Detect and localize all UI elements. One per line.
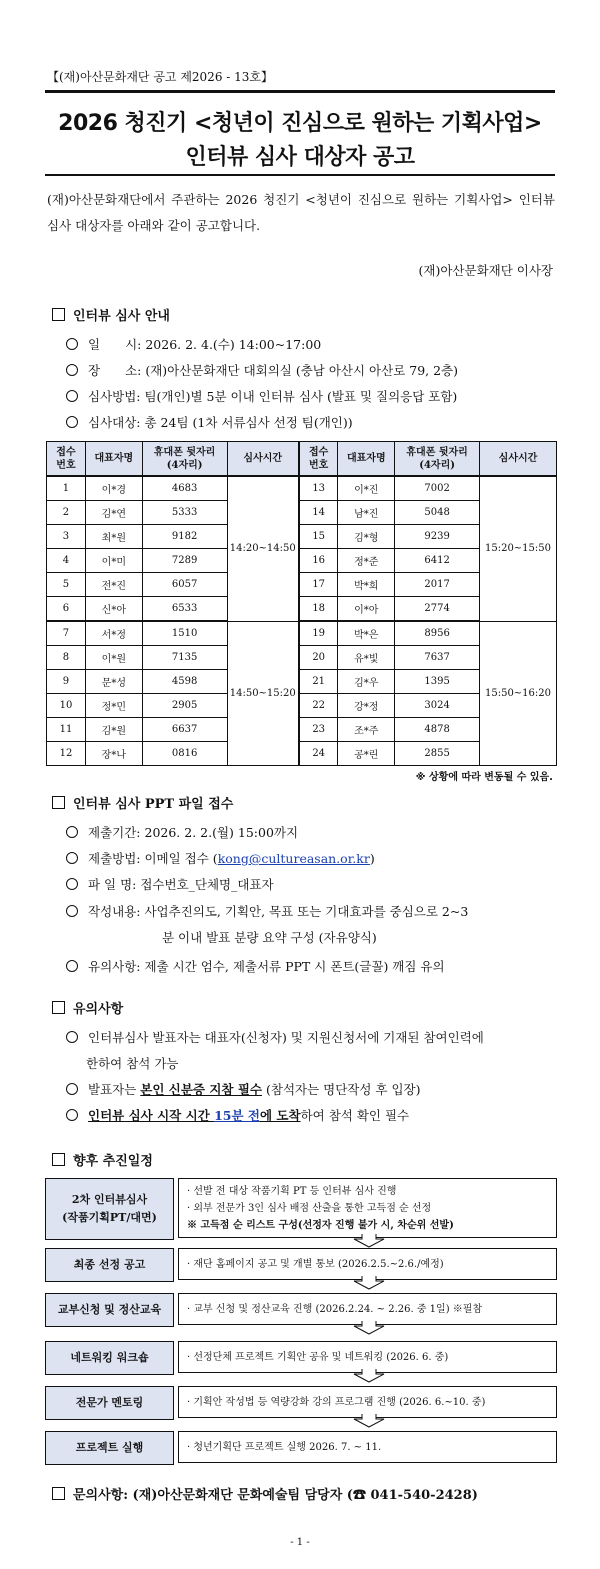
cell-name: 문*성 [85,670,142,694]
list-item: 장 소: (재)아산문화재단 대회의실 (충남 아산시 아산로 79, 2층) [66,361,458,379]
header-phone: 휴대폰 뒷자리 (4자리) [395,442,480,477]
timeline-step-title [45,1293,174,1327]
cell-name: 전*진 [85,573,142,597]
cell-phone: 5048 [395,501,480,525]
cell-phone: 6057 [142,573,227,597]
cell-name: 이*원 [85,646,142,670]
list-item: 인터뷰심사 발표자는 대표자(신청자) 및 지원신청서에 기재된 참여인력에 [66,1028,484,1046]
cell-phone: 9182 [142,525,227,549]
list-item: 제출기간: 2026. 2. 2.(월) 15:00까지 [66,823,298,841]
cell-name: 서*정 [85,621,142,646]
checkbox-square-icon [52,1487,65,1500]
cell-no: 20 [299,646,338,670]
cell-no: 11 [47,718,86,742]
cell-name: 정*민 [85,694,142,718]
list-item-continuation: 분 이내 발표 분량 요약 구성 (자유양식) [162,930,377,945]
phone-icon: ☎ [352,1488,366,1503]
cell-name: 김*형 [338,525,395,549]
step-description-line: ※ 고득점 순 리스트 구성(선정자 진행 불가 시, 차순위 선발) [187,1219,454,1231]
cell-no: 23 [299,718,338,742]
cell-phone: 1510 [142,621,227,646]
cell-no: 17 [299,573,338,597]
cell-no: 21 [299,670,338,694]
timeline-step-title [45,1341,174,1375]
list-item: 인터뷰 심사 시작 시간 15분 전에 도착하여 참석 확인 필수 [66,1106,409,1124]
cell-name: 조*주 [338,718,395,742]
page-title-line2: 인터뷰 심사 대상자 공고 [185,145,415,170]
circle-bullet-icon [66,390,78,402]
cell-phone: 4598 [142,670,227,694]
cell-no: 13 [299,476,338,501]
header-no: 접수 번호 [47,442,86,477]
cell-phone: 6412 [395,549,480,573]
cell-name: 이*미 [85,549,142,573]
cell-name: 최*원 [85,525,142,549]
cell-phone: 2017 [395,573,480,597]
circle-bullet-icon [66,364,78,376]
cell-name: 이*아 [338,597,395,622]
step-title-text: 프로젝트 실행 [75,1441,144,1454]
section-interview-guide-heading: 인터뷰 심사 안내 [52,305,170,324]
cell-name: 정*준 [338,549,395,573]
cell-phone: 7637 [395,646,480,670]
step-title-text: 전문가 멘토링 [75,1396,144,1409]
cell-no: 3 [47,525,86,549]
header-name: 대표자명 [85,442,142,477]
cell-phone: 3024 [395,694,480,718]
cell-time: 15:20~15:50 [480,476,557,621]
cell-phone: 6637 [142,718,227,742]
cell-phone: 6533 [142,597,227,622]
step-description-line: · 외부 전문가 3인 심사 배점 산출을 통한 고득점 순 선정 [187,1202,432,1214]
header-no: 접수 번호 [299,442,338,477]
cell-no: 10 [47,694,86,718]
step-description-line: · 선발 전 대상 작품기획 PT 등 인터뷰 심사 진행 [187,1185,397,1197]
checkbox-square-icon [52,796,65,809]
step-title-text: 2차 인터뷰심사 [71,1193,148,1206]
circle-bullet-icon [66,960,78,972]
cell-phone: 9239 [395,525,480,549]
circle-bullet-icon [66,905,78,917]
cell-name: 이*진 [338,476,395,501]
checkbox-square-icon [52,1153,65,1166]
table-row [47,476,557,501]
cell-no: 18 [299,597,338,622]
cell-no: 12 [47,742,86,766]
cell-name: 남*진 [338,501,395,525]
circle-bullet-icon [66,852,78,864]
cell-no: 5 [47,573,86,597]
cell-no: 8 [47,646,86,670]
list-item: 발표자는 본인 신분증 지참 필수 (참석자는 명단작성 후 입장) [66,1080,421,1098]
circle-bullet-icon [66,826,78,838]
cell-name: 김*원 [85,718,142,742]
section-ppt-heading: 인터뷰 심사 PPT 파일 접수 [52,793,233,812]
circle-bullet-icon [66,1031,78,1043]
step-description-line: · 선정단체 프로젝트 기획안 공유 및 네트워킹 (2026. 6. 중) [187,1351,449,1363]
table-header-row [47,442,557,477]
cell-phone: 8956 [395,621,480,646]
cell-time: 15:50~16:20 [480,621,557,766]
cell-phone: 2774 [395,597,480,622]
timeline-step-title [45,1386,174,1420]
step-description-line: · 재단 홈페이지 공고 및 개별 통보 (2026.2.5.~2.6./예정) [187,1258,444,1270]
step-description-line: · 기획안 작성법 등 역량강화 강의 프로그램 진행 (2026. 6.~10. 중) [187,1396,486,1408]
section-schedule-heading: 향후 추진일정 [52,1150,153,1169]
circle-bullet-icon [66,1083,78,1095]
cell-no: 1 [47,476,86,501]
cell-phone: 7135 [142,646,227,670]
list-item: 작성내용: 사업추진의도, 기획안, 목표 또는 기대효과를 중심으로 2~3 [66,902,468,920]
cell-name: 장*나 [85,742,142,766]
timeline-step-title [45,1248,174,1282]
circle-bullet-icon [66,416,78,428]
contact-info: 문의사항: (재)아산문화재단 문화예술팀 담당자 (☎ 041-540-2428) [52,1484,478,1503]
circle-bullet-icon [66,1109,78,1121]
timeline-step-description [178,1178,557,1238]
cell-name: 강*정 [338,694,395,718]
step-description-line: · 교부 신청 및 정산교육 진행 (2026.2.24. ~ 2.26. 중 1일) ※필참 [187,1303,483,1315]
cell-no: 7 [47,621,86,646]
cell-name: 이*경 [85,476,142,501]
cell-name: 김*연 [85,501,142,525]
interview-schedule-table [46,441,557,766]
step-subtitle-text: (작품기획PT/대면) [62,1211,157,1224]
header-phone: 휴대폰 뒷자리 (4자리) [142,442,227,477]
cell-no: 16 [299,549,338,573]
cell-phone: 2855 [395,742,480,766]
title-bottom-rule [45,174,555,176]
timeline-step-title [45,1178,174,1240]
list-item: 파 일 명: 접수번호_단체명_대표자 [66,875,274,893]
cell-no: 6 [47,597,86,622]
notice-number: 【(재)아산문화재단 공고 제2026 - 13호】 [47,70,273,84]
checkbox-square-icon [52,1001,65,1014]
cell-no: 24 [299,742,338,766]
cell-no: 2 [47,501,86,525]
cell-phone: 4683 [142,476,227,501]
cell-no: 22 [299,694,338,718]
cell-name: 유*빛 [338,646,395,670]
step-title-text: 교부신청 및 정산교육 [57,1303,162,1316]
list-item: 일 시: 2026. 2. 4.(수) 14:00~17:00 [66,335,321,353]
timeline-step-description [178,1431,557,1463]
signer: (재)아산문화재단 이사장 [418,263,553,278]
list-item: 심사방법: 팀(개인)별 5분 이내 인터뷰 심사 (발표 및 질의응답 포함) [66,387,457,405]
list-item-continuation: 한하여 참석 가능 [86,1056,179,1071]
circle-bullet-icon [66,338,78,350]
cell-no: 4 [47,549,86,573]
circle-bullet-icon [66,878,78,890]
section-caution-heading: 유의사항 [52,998,123,1017]
cell-name: 김*우 [338,670,395,694]
page-number: - 1 - [290,1537,310,1548]
email-link[interactable]: kong@cultureasan.or.kr [217,851,370,866]
title-top-rule [45,90,555,93]
cell-phone: 5333 [142,501,227,525]
cell-phone: 7002 [395,476,480,501]
cell-time: 14:20~14:50 [227,476,299,621]
step-title-text: 최종 선정 공고 [73,1258,146,1271]
timeline-step-title [45,1431,174,1465]
header-time: 심사시간 [227,442,299,477]
intro-paragraph: (재)아산문화재단에서 주관하는 2026 청진기 <청년이 진심으로 원하는 기획사업> 인터뷰 심사 대상자를 아래와 같이 공고합니다. [47,192,555,233]
cell-phone: 4878 [395,718,480,742]
table-row [47,621,557,646]
cell-phone: 1395 [395,670,480,694]
step-title-text: 네트워킹 워크숍 [70,1351,149,1364]
list-item: 유의사항: 제출 시간 엄수, 제출서류 PPT 시 폰트(글꼴) 깨짐 유의 [66,957,445,975]
cell-name: 공*린 [338,742,395,766]
cell-name: 박*희 [338,573,395,597]
cell-phone: 0816 [142,742,227,766]
cell-phone: 7289 [142,549,227,573]
header-name: 대표자명 [338,442,395,477]
cell-phone: 2905 [142,694,227,718]
list-item: 제출방법: 이메일 접수 (kong@cultureasan.or.kr) [66,849,375,867]
page-title-line1: 2026 청진기 <청년이 진심으로 원하는 기획사업> [58,111,542,136]
cell-no: 14 [299,501,338,525]
cell-no: 15 [299,525,338,549]
cell-time: 14:50~15:20 [227,621,299,766]
list-item: 심사대상: 총 24팀 (1차 서류심사 선정 팀(개인)) [66,413,353,431]
checkbox-square-icon [52,308,65,321]
table-note: ※ 상황에 따라 변동될 수 있음. [415,772,553,783]
cell-no: 19 [299,621,338,646]
step-description-line: · 청년기획단 프로젝트 실행 2026. 7. ~ 11. [187,1441,382,1453]
cell-no: 9 [47,670,86,694]
cell-name: 박*은 [338,621,395,646]
cell-name: 신*아 [85,597,142,622]
header-time: 심사시간 [480,442,557,477]
